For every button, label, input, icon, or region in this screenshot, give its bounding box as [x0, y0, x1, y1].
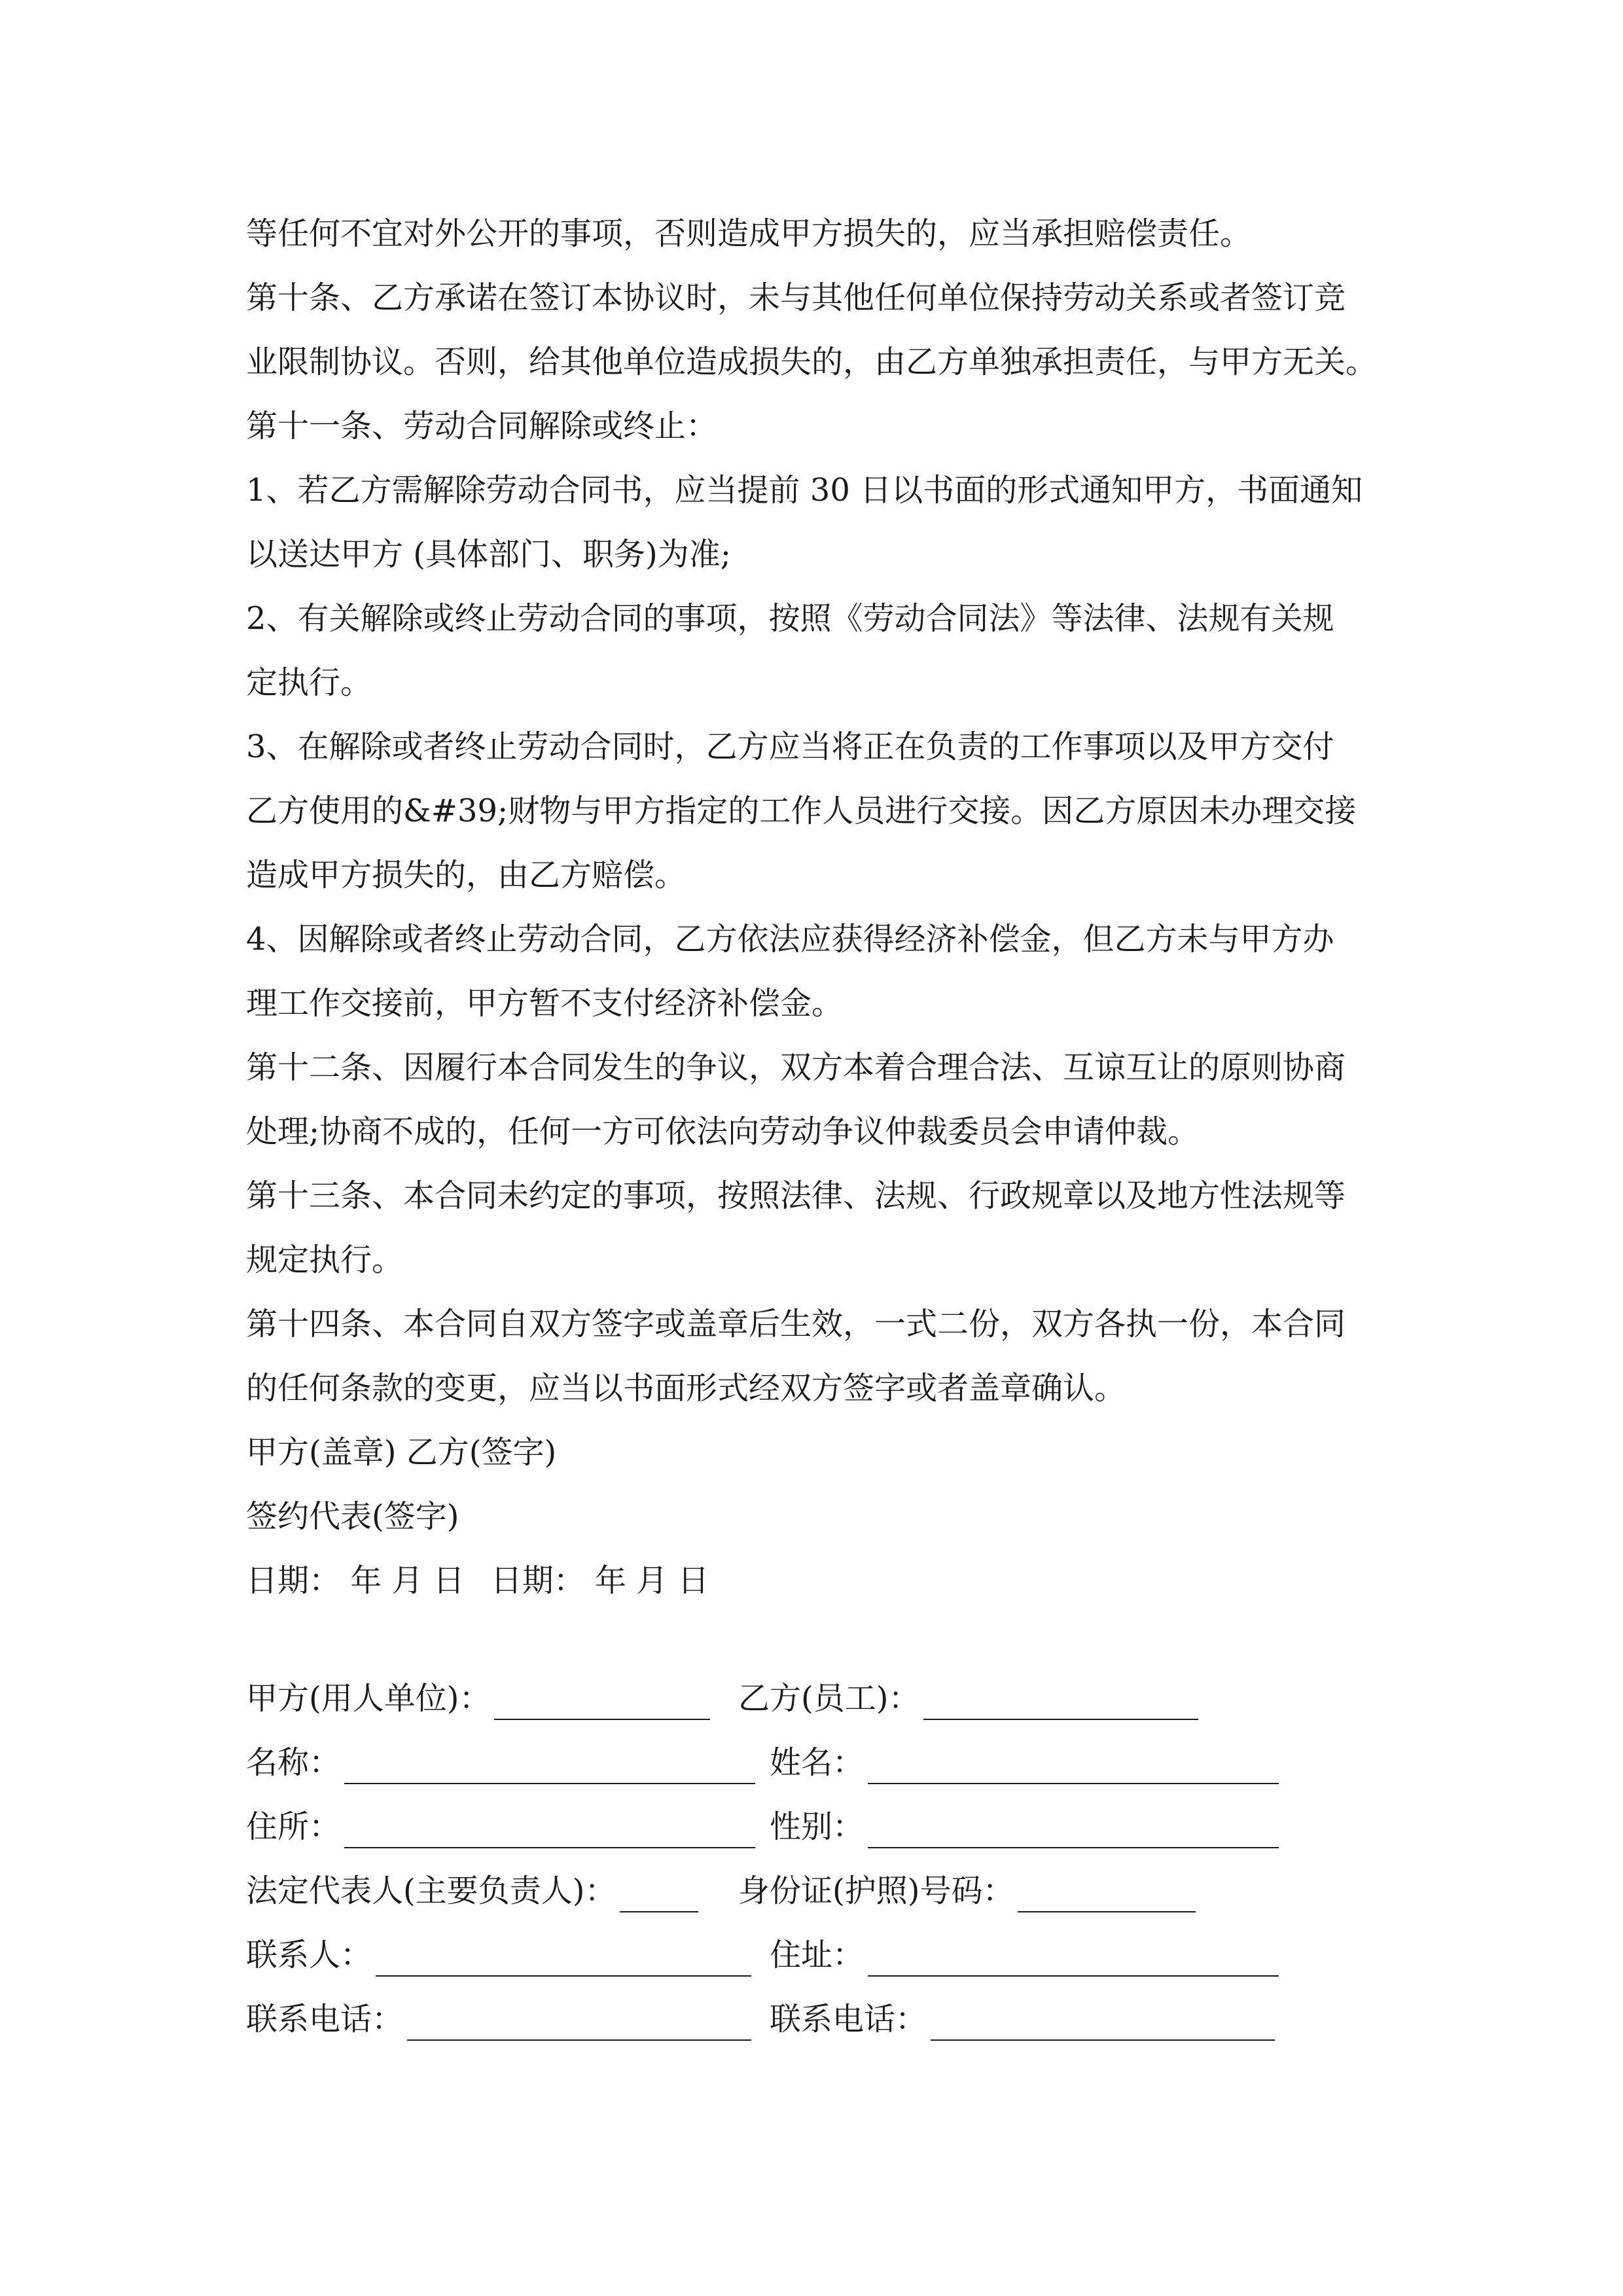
body-line: 造成甲方损失的，由乙方赔偿。 — [246, 857, 687, 893]
id-number-field[interactable] — [1018, 1872, 1196, 1912]
gender-field[interactable] — [868, 1808, 1279, 1848]
phone-a-field[interactable] — [407, 2000, 751, 2041]
legal-rep-field[interactable] — [620, 1872, 698, 1912]
party-b-label: 乙方(员工)： — [738, 1680, 920, 1717]
form-row-contact — [246, 1923, 1382, 1987]
gender-label: 性别： — [770, 1808, 865, 1845]
party-b-field[interactable] — [923, 1679, 1198, 1720]
body-line: 3、在解除或者终止劳动合同时，乙方应当将正在负责的工作事项以及甲方交付 — [246, 728, 1334, 765]
body-line: 理工作交接前，甲方暂不支付经济补偿金。 — [246, 985, 844, 1022]
phone-b-label: 联系电话： — [770, 2001, 927, 2037]
body-line: 乙方使用的&#39;财物与甲方指定的工作人员进行交接。因乙方原因未办理交接 — [246, 793, 1357, 829]
residence-label: 住址： — [770, 1937, 865, 1973]
body-line: 第十二条、因履行本合同发生的争议，双方本着合理合法、互谅互让的原则协商 — [246, 1049, 1346, 1086]
body-line: 2、有关解除或终止劳动合同的事项，按照《劳动合同法》等法律、法规有关规 — [246, 600, 1334, 637]
body-line: 第十三条、本合同未约定的事项，按照法律、法规、行政规章以及地方性法规等 — [246, 1177, 1346, 1214]
signature-parties: 甲方(盖章) 乙方(签字) — [246, 1434, 557, 1471]
form-row-address — [246, 1795, 1382, 1859]
signature-representative: 签约代表(签字) — [246, 1498, 459, 1535]
body-line: 第十四条、本合同自双方签字或盖章后生效，一式二份，双方各执一份，本合同 — [246, 1306, 1346, 1342]
signature-dates — [246, 1549, 1382, 1613]
party-a-label: 甲方(用人单位)： — [246, 1680, 491, 1717]
body-line: 规定执行。 — [246, 1242, 404, 1278]
form-row-name — [246, 1731, 1382, 1795]
body-line: 以送达甲方 (具体部门、职务)为准; — [246, 536, 731, 573]
form-row-parties — [246, 1666, 1382, 1731]
form-row-legal — [246, 1859, 1382, 1923]
phone-a-label: 联系电话： — [246, 2001, 404, 2037]
person-name-field[interactable] — [868, 1744, 1279, 1784]
body-line: 处理;协商不成的，任何一方可依法向劳动争议仲裁委员会申请仲裁。 — [246, 1113, 1200, 1150]
contact-label: 联系人： — [246, 1937, 372, 1973]
date-party-b: 日期： 年 月 日 — [490, 1562, 709, 1599]
form-row-phone — [246, 1987, 1382, 2051]
party-a-field[interactable] — [494, 1679, 710, 1720]
address-field[interactable] — [344, 1808, 755, 1848]
party-info-form — [246, 1666, 1382, 2051]
contract-body — [246, 202, 1382, 1613]
body-line: 1、若乙方需解除劳动合同书，应当提前 30 日以书面的形式通知甲方，书面通知 — [246, 472, 1363, 509]
body-line: 第十一条、劳动合同解除或终止： — [246, 408, 718, 444]
residence-field[interactable] — [868, 1936, 1279, 1977]
phone-b-field[interactable] — [931, 2000, 1275, 2041]
legal-rep-label: 法定代表人(主要负责人)： — [246, 1873, 616, 1909]
body-line: 定执行。 — [246, 664, 372, 701]
person-name-label: 姓名： — [770, 1744, 865, 1781]
body-line: 4、因解除或者终止劳动合同，乙方依法应获得经济补偿金，但乙方未与甲方办 — [246, 921, 1334, 958]
date-party-a: 日期： 年 月 日 — [246, 1562, 465, 1599]
body-line: 的任何条款的变更，应当以书面形式经双方签字或者盖章确认。 — [246, 1370, 1126, 1407]
body-line: 业限制协议。否则，给其他单位造成损失的，由乙方单独承担责任，与甲方无关。 — [246, 344, 1378, 380]
id-number-label: 身份证(护照)号码： — [738, 1873, 1014, 1909]
name-label: 名称： — [246, 1744, 341, 1781]
body-line: 等任何不宜对外公开的事项，否则造成甲方损失的，应当承担赔偿责任。 — [246, 215, 1252, 252]
contact-field[interactable] — [376, 1936, 751, 1977]
body-line: 第十条、乙方承诺在签订本协议时，未与其他任何单位保持劳动关系或者签订竞 — [246, 279, 1346, 316]
name-field[interactable] — [344, 1744, 755, 1784]
address-label: 住所： — [246, 1808, 341, 1845]
